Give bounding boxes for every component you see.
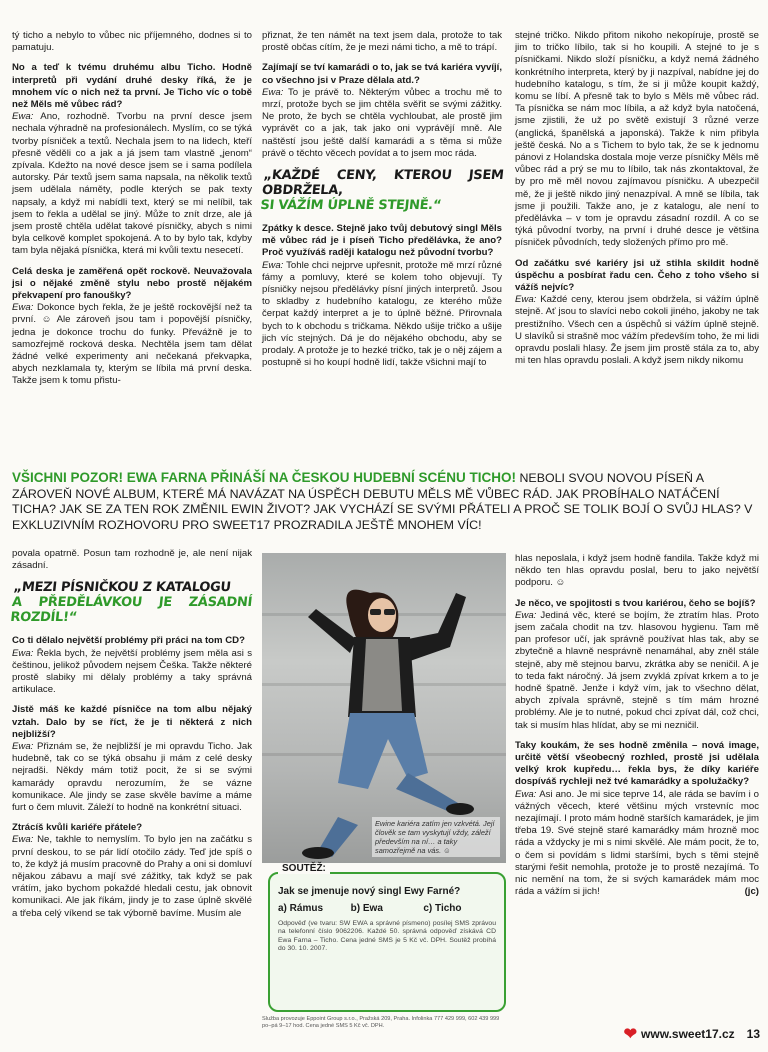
- interview-answer: Každé ceny, kterou jsem obdržela, si vážím úplně stejně. Ať jsou to slavíci nebo cokoli jiného, jakoby ne tak prestižního. Všech cen a úspěchů si vážím úplně stejně. U slavíků si strašně moc vážím především toho, že mi lidi opravdu poslali hlasy. Že jsem jim prostě stála za to, aby mi ten hlas opravdu poslali. A když jsem nikdy nikomu: [515, 294, 759, 367]
- qa-block: [12, 704, 252, 814]
- page-number: 13: [746, 1027, 760, 1041]
- pull-quote-line-highlight: A PŘEDĚLÁVKOU JE ZÁSADNÍ ROZDÍL!“: [9, 595, 253, 626]
- interview-question: Od začátku své kariéry jsi už stihla skildit hodně úspěchu a posbírat řadu cen. Čeho z toho všeho si vážíš nejvíc?: [515, 257, 759, 294]
- interview-question: Ztrácíš kvůli kariéře přátele?: [12, 822, 143, 834]
- contest-option: c) Ticho: [423, 903, 462, 914]
- lips-icon: ❤: [623, 1026, 638, 1043]
- pull-quote-line-highlight: SI VÁŽÍM ÚPLNĚ STEJNĚ.“: [259, 198, 442, 214]
- photo-caption: Ewine kariéra zatím jen vzkvétá. Její člověk se tam vyskytují vždy, záleží především na ní… a taky samozřejmě na vás. ☺: [372, 817, 500, 857]
- answer-label: Ewa:: [515, 609, 541, 621]
- interview-answer: Dokonce bych řekla, že je ještě rockovější než ta první. ☺ Ale zároveň jsou tam i popovější písničky, jedna je dokonce trochu do funky. Převážně je to samozřejmě rocková deska. Nechtěla jsem tam dělat žádné velké experimenty ani nečekaná překvapka, abych nezklamala ty, kterým se líbila má první deska. Takže jsem k tomu přistu-: [12, 302, 252, 387]
- singer-photo: [262, 553, 506, 863]
- qa-block: [515, 598, 759, 732]
- interview-answer: Řekla bych, že největší problémy jsem měla asi s češtinou, jelikož původem nejsem Češka. Takže některé prostě slabiky mi dělaly problémy a taky správná artikulace.: [12, 647, 252, 696]
- site-url: www.sweet17.cz: [641, 1027, 735, 1041]
- qa-block: [515, 740, 759, 899]
- qa-block: [12, 266, 252, 388]
- contest-title: SOUTĚŽ:: [278, 863, 330, 874]
- interview-question: Jistě máš ke každé písničce na tom albu nějaký vztah. Dalo by se říct, že je ti některá z nich nejbližší?: [12, 704, 252, 740]
- answer-label: Ewa:: [262, 259, 287, 271]
- interview-question: No a teď k tvému druhému albu Ticho. Hodně interpretů při vydání druhé desky říká, že je mnohem víc o nich než ta první. Je Ticho víc o tobě než Měls mě vůbec rád?: [12, 62, 252, 111]
- answer-label: Ewa:: [12, 302, 37, 314]
- answer-label: Ewa:: [515, 788, 540, 800]
- article-column-6: [515, 553, 759, 906]
- contest-question: Jak se jmenuje nový singl Ewy Farné?: [278, 886, 461, 897]
- paragraph: tý ticho a nebylo to vůbec nic příjemného, dodnes si to pamatuju.: [12, 30, 252, 54]
- interview-answer: Jediná věc, které se bojím, že ztratím hlas. Proto jsem začala chodit na tzv. hlasovou hygienu. Tam mě pan profesor učí, jak správně používat hlas tak, aby se zbytečně a hlavně nesprávně nenamáhal, aby zněl stále stejně, aby mě stejnou barvu, zkrátka aby se neničil. A je to teda fakt náročný. Já jsem zvyklá zpívat krkem a to je hodně špatně. Jenže i když vím, jak to všechno dělat, abych zpívala správně, stejně s tím mám hrozné problémy. Ale je to nutné, pokud chci zpívat dál, což chci, tak si musím hlas hlídat, aby se mi nezničil.: [515, 609, 760, 731]
- interview-answer: Asi ano. Je mi sice teprve 14, ale ráda se bavím i o vážných věcech, které většinu mých vrstevníc moc nezajímají. I proto mám hodně starších kamarádek, je jim třeba 19. Své stejně staré kamarádky mám hrozně moc ráda a vždycky je mi s nimi skvělé. Ale mám pocit, že to, o čem si povídám s lidmi staršími, bych s těmi stejně starými řešit nemohla, protože je to prostě nezajímá. To nic nemění na tom, že si svých kamarádek mám moc ráda a vážím si jich!: [515, 788, 760, 898]
- article-column-3: [515, 30, 759, 375]
- article-column-2: [259, 30, 505, 377]
- article-column-4: [9, 548, 253, 928]
- interview-question: Co ti dělalo největší problémy při práci na tom CD?: [12, 635, 245, 647]
- contest-options: [278, 903, 496, 914]
- answer-label: Ewa:: [262, 86, 288, 98]
- answer-label: Ewa:: [12, 111, 41, 123]
- interview-answer: Ne, takhle to nemyslím. To bylo jen na začátku s první deskou, to se pár lidí otočilo zády. Teď jde spíš o to, že když já musím pracovně do Prahy a oni si domluví nějakou zábavu a mají své zážitky, tak když se pak vrátím, jako bychom pokaždé hledali cestu, jak obnovit komunikaci. Ale jak říkám, jindy je to zase úplně skvělé a třeba celý víkend se tak výborně bavíme. Musím ale: [12, 834, 253, 919]
- qa-block: [262, 62, 502, 160]
- qa-block: [12, 635, 252, 696]
- paragraph: hlas neposlala, i když jsem hodně fandila. Takže když mi někdo ten hlas opravdu poslal, beru to jako největší podporu. ☺: [515, 553, 759, 589]
- pull-quote: [10, 580, 255, 625]
- pull-quote-line: „MEZI PÍSNIČKOU Z KATALOGU: [12, 580, 232, 596]
- sms-imprint: Služba provozuje Eppoint Group s.r.o., Pražská 209, Praha. Infolinka 777 429 999, 602 439 999 po–pá 9–17 hod. Cena jedné SMS 5 Kč vč. DPH.: [262, 1016, 500, 1029]
- qa-block: [12, 62, 252, 257]
- lead-headline: VŠICHNI POZOR! EWA FARNA PŘINÁŠÍ NA ČESKOU HUDEBNÍ SCÉNU TICHO!: [12, 470, 517, 485]
- contest-option: a) Rámus: [278, 903, 324, 914]
- page-footer: [624, 1024, 760, 1044]
- author-signature: (jc): [744, 886, 759, 898]
- interview-answer: Tohle chci nejprve upřesnit, protože mě mrzí různé fámy a pomluvy, které se kolem toho objevují. Ty písničky nejsou předělávky písní jiných interpretů. Jsou to skladby z hudebního katalogu, ze kterého může čerpat každý interpret a je to úplně běžné. Přirovnala bych to k obchodu s tričkama. Někdo ušije tričko a ušije jich víc stejných. Dá je do nějakého obchodu, aby se prodaly. A protože je to hezké tričko, tak je o něj zájem a postupně si ho koupí hodně lidí, takže všichni mají to: [262, 259, 503, 369]
- article-column-1: [12, 30, 252, 396]
- interview-question: Taky koukám, že ses hodně změnila – nová image, určitě větší všeobecný rozhled, prostě jsi udělala velký krok kupředu… řekla bys, že díky kariéře dospíváš rychleji než tvé kamarádky a spolužačky?: [515, 739, 759, 788]
- answer-label: Ewa:: [515, 294, 541, 306]
- answer-label: Ewa:: [12, 834, 38, 846]
- contest-rules: Odpověď (ve tvaru: SW EWA a správné písmeno) posílej SMS zprávou na telefonní číslo 9062206. Každé 50. správná odpověď získává CD Ewa Farna – Ticho. Cena jedné SMS je 5 Kč vč. DPH. Soutěž probíhá do 30. 10. 2007.: [278, 920, 496, 953]
- qa-block: [262, 223, 502, 369]
- contest-box: [268, 863, 506, 1012]
- interview-answer: Ano, rozhodně. Tvorbu na první desce jsem nechala výhradně na profesionálech. Myslím, co se týká tvorby písniček a textů. Nechala jsem to na lidech, kteří přesně věděli co a jak a já jsem tam vlastně „jenom“ zpívala. Kdežto na nové desce jsem se i sama podílela autorsky. Pár textů jsem sama napsala, na několik textů jsem udělala náměty, podle kterých se pak texty napsaly, a když mi nabídli text, který se mi nelíbil, tak jsem to řekla a udělal se jiný. Může to znít drze, ale já jsem prostě chtěla udělat takové písničky, abych s nimi byla celkově komplet spokojená. A to by bylo tak, kdyby tam byla nějaká písnička, která mi kvůli textu nesecetí.: [12, 111, 252, 257]
- interview-question: Celá deska je zaměřená opět rockově. Neuvažovala jsi o nějaké změně stylu nebo prostě nějakém překvapení pro fanoušky?: [12, 265, 252, 302]
- interview-answer: Přiznám se, že nejbližší je mi opravdu Ticho. Jak hudebně, tak co se týká obsahu ji mám z celé desky nejradši. Někdy mám totiž pocit, že si se svými kamarády opravdu nerozumím, že se vázne komunikace. Ale jindy se zase skvěle bavíme a máme furt o čem mluvit. Záleží to hodně na konkrétní situaci.: [12, 741, 252, 814]
- answer-label: Ewa:: [12, 741, 38, 753]
- interview-question: Zajímají se tví kamarádi o to, jak se tvá kariéra vyvíjí, co všechno jsi v Praze dělala atd.?: [262, 62, 502, 86]
- contest-option: b) Ewa: [350, 903, 383, 914]
- pull-quote-line: „KAŽDÉ CENY, KTEROU JSEM OBDRŽELA,: [261, 168, 505, 199]
- article-lead-banner: [12, 470, 760, 533]
- paragraph: stejné tričko. Nikdo přitom nikoho nekopíruje, prostě se jim to tričko líbilo, tak si ho koupili. A stejné to je s písničkami. Nikdo složí písničku, a když nemá žádného konkrétního interpreta, který by ji nazpíval, nabídne jej do hudebního katalogu, s tím, že si ji může koupit každý, komu se líbí. A přesně tak to bylo s Měls mě vůbec rád. Ta písnička se nám moc líbila, a až když byla natočená, jsme zjistili, že už po světě existují 3 různé verze (anglická, španělská a japonská). Takže k nim přibyla ještě česká. No a s Tichem to bylo tak, že se k jednomu pánovi z Holandska dostala moje verze písničky Měls mě vůbec rád a prý se mu to líbilo, tak nás zkontaktoval, že by pro mě měl novou zajímavou písničku. A ubezpečil mě, že ji ještě nikdo jiný nenazpíval. A mně se líbila, tak jsme ji použili. Takže ano, je z katalogu, ale není to předělávka – v tom je opravdu zásadní rozdíl. A co se týká původní tvorby, na první i druhé desce je většina písniček původních, tedy složených přímo pro mě.: [515, 30, 759, 249]
- interview-answer: To je právě to. Některým vůbec a trochu mě to mrzí, protože bych se jim chtěla svěřit se svými zážitky. Ne proto, že bych se chtěla vychloubat, ale prostě jim vyprávět co a jak, tak jako oni vyprávějí mně. Ale naštěstí jsou ještě další kamarádi a s těma si může právě o těchto věcech povídat a to jsem moc ráda.: [262, 86, 502, 159]
- qa-block: [12, 822, 252, 920]
- interview-question: Zpátky k desce. Stejně jako tvůj debutový singl Měls mě vůbec rád je i píseň Ticho předělávka, že ano? Proč využíváš raději katalogu než původní tvorbu?: [262, 223, 502, 259]
- paragraph: přiznat, že ten námět na text jsem dala, protože to tak prostě občas cítím, že je mezi námi ticho, a mě to trápí.: [262, 30, 502, 54]
- qa-block: [515, 258, 759, 368]
- paragraph: povala opatrně. Posun tam rozhodně je, ale není nijak zásadní.: [12, 548, 252, 572]
- interview-question: Je něco, ve spojitosti s tvou kariérou, čeho se bojíš?: [515, 597, 756, 609]
- lead-text: NEBOLI SVOU NOVOU PÍSEŇ A ZÁROVEŇ NOVÉ ALBUM, KTERÉ MÁ NAVÁZAT NA ÚSPĚCH DEBUTU MĚLS MĚ VŮBEC RÁD. JAK PROBÍHALO NATÁČENÍ TICHА? JAK SE ZA TEN ROK ZMĚNIL EWIN ŽIVOT? JAK VYCHÁZÍ SE SVÝMI PŘÁTELI A PROČ SE TOLIK BOJÍ O SVŮJ HLAS? V EXKLUZIVNÍM ROZHOVORU PRO SWEET17 PROZRADILA JEŠTĚ MNOHEM VÍC!: [12, 471, 753, 532]
- pull-quote: [260, 168, 505, 213]
- answer-label: Ewa:: [12, 647, 37, 659]
